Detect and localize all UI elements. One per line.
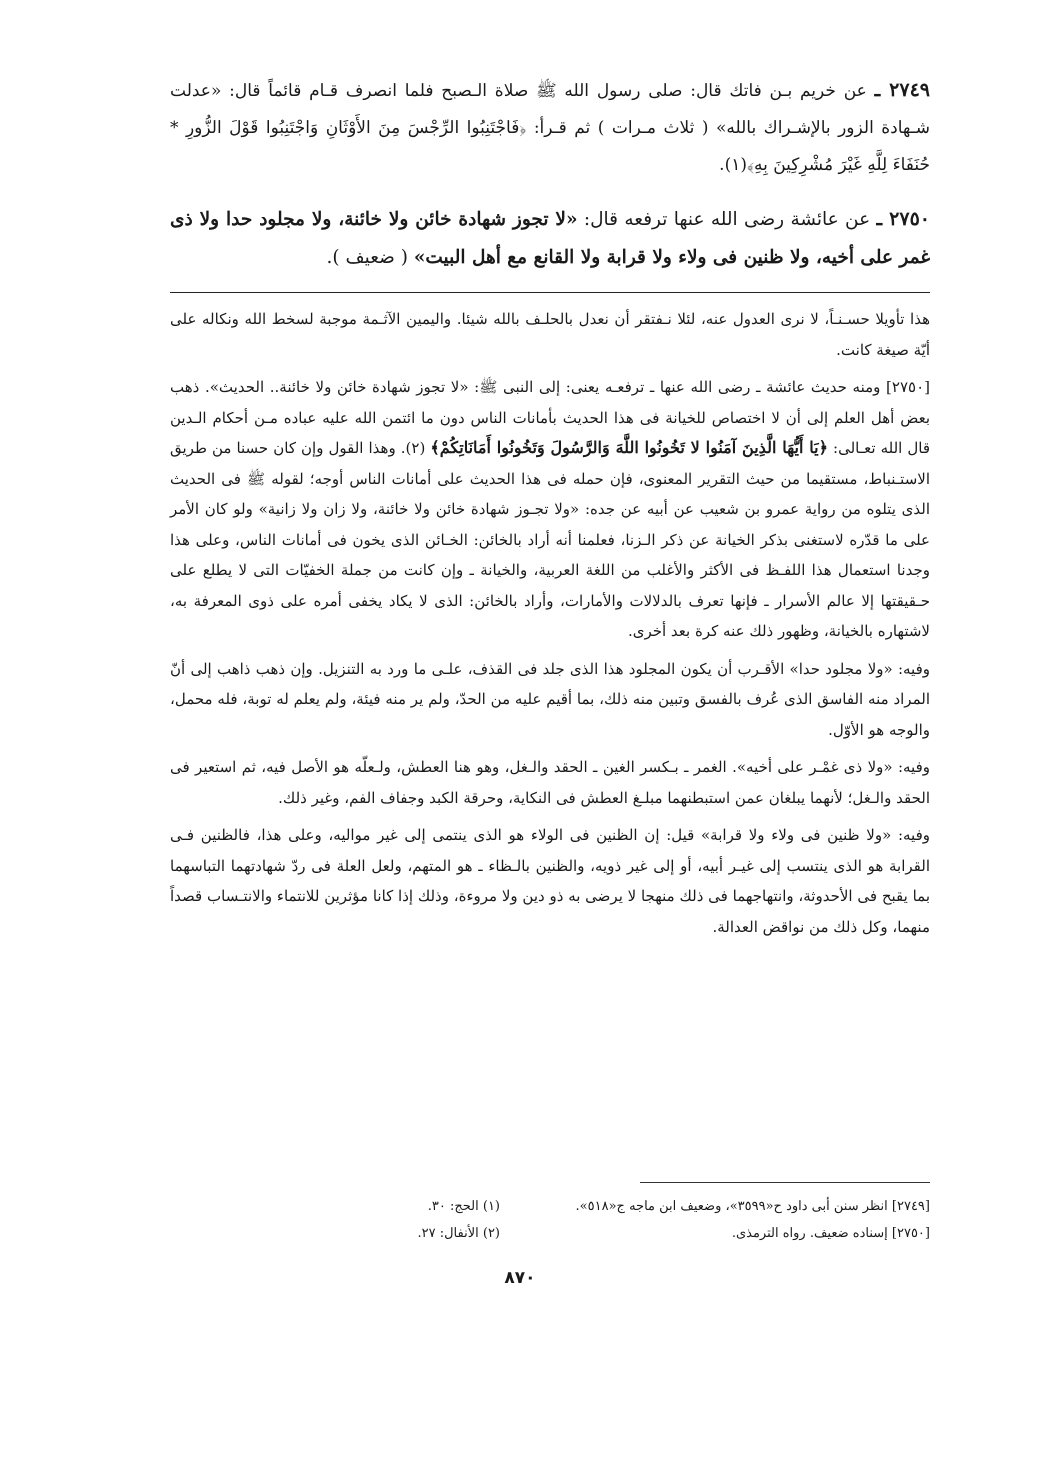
page-number: ٨٧٠ (504, 1268, 536, 1288)
quran-verse-anfal: ﴿يَا أَيُّهَا الَّذِينَ آمَنُوا لا تَخُونُوا اللَّهَ وَالرَّسُولَ وَتَخُونُوا أَمَانَاتِكُمْ﴾ (430, 438, 828, 457)
hadith-2750-text: «لا تجوز شهادة خائن ولا خائنة، ولا مجلود حدا ولا ذى غمر على أخيه، ولا ظنين فى ولاء ولا قرابة ولا القانع مع أهل البيت» (170, 209, 930, 268)
hadith-2750 (170, 200, 930, 277)
hadith-2750-grade: ( ضعيف ). (326, 247, 408, 268)
footnote-2: (٢) الأنفال: ٢٧. (417, 1226, 500, 1241)
footnotes (300, 1193, 930, 1247)
commentary-2750-opening: [٢٧٥٠] ومنه حديث عائشة ـ رضى الله عنها ـ ترفعـه يعنى: إلى النبى ﷺ: «لا تجوز شهادة خائن ولا خائنة.. الحديث». ذهب بعض أهل العلم إلى أن لا اختصاص للخيانة فى هذا الحديث بأمانات الناس دون ما ائتمن الله عليه عباده مـن أحكام الـدين قال الله تعـالى: (170, 378, 931, 457)
commentary-paragraph-4: وفيه: «ولا ذى غمْـر على أخيه». الغمر ـ بـكسر الغين ـ الحقد والـغل، وهو هنا العطش، ولـعلّه هو الأصل فيه، ثم استعير فى الحقد والـغل؛ لأنهما يبلغان عمن استبطنهما مبلـغ العطش فى النكاية، وحرقة الكبد وجفاف الفم، وغير ذلك. (170, 758, 930, 807)
commentary-2750-continuation: (٢). وهذا القول وإن كان حسنا من طريق الاستـنباط، مستقيما من حيث التقرير المعنوى، فإن حمله فى هذا الحديث على أمانات الناس أوجه؛ لقوله ﷺ فى الحديث الذى يتلوه من رواية عمرو بن شعيب عن أبيه عن جده: «ولا تجـوز شهادة خائن ولا خائنة، ولا زان ولا زانية» ولو كان الأمر على ما قدّره لاستغنى بذكر الخيانة عن ذكر الـزنا، فعلمنا أنه أراد بالخائن: الخـائن الذى يخون فى أمانات الناس، وعلى هذا وجدنا استعمال هذا اللفـظ فى الأكثر والأغلب من اللغة العربية، والخيانة ـ وإن كانت من جملة الخفيّات التى لا يطلع على حـقيقتها إلا عالم الأسرار ـ فإنها تعرف بالدلالات والأمارات، وأراد بالخائن: الذى لا يكاد يخفى أمره على ذوى المعرفة به، لاشتهاره بالخيانة، وظهور ذلك عنه كرة بعد أخرى. (170, 439, 930, 640)
footnote-2749: [٢٧٤٩] انظر سنن أبى داود ح«٣٥٩٩»، وضعيف ابن ماجه ج«٥١٨». (575, 1199, 930, 1214)
hadith-2749-paragraph (170, 72, 930, 184)
footnote-row (300, 1220, 930, 1247)
footnote-1: (١) الحج: ٣٠. (427, 1199, 500, 1214)
section-divider (170, 292, 930, 293)
commentary-paragraph-1: هذا تأويلا حسـنـاً، لا نرى العدول عنه، لئلا نـفتقر أن نعدل بالحلـف بالله شيئا. واليمين الآثـمة موجبة لسخط الله ونكاله على أيّة صيغة كانت. (170, 310, 930, 359)
hadith-2749-number: ٢٧٤٩ ـ (874, 79, 930, 101)
hadith-2749-text: عن خريم بـن فاتك قال: صلى رسول الله ﷺ صلاة الـصبح فلما انصرف قـام قائماً قال: «عدلت شـهادة الزور بالإشـراك بالله» ( ثلاث مـرات ) ثم قـرأ: ﴿فَاجْتَنِبُوا الرِّجْسَ مِنَ الأَوْثَانِ وَاجْتَنِبُوا قَوْلَ الزُّورِ * حُنَفَاءَ لِلَّهِ غَيْرَ مُشْرِكِينَ بِهِ﴾(١). (170, 81, 930, 175)
commentary-paragraph-3: وفيه: «ولا مجلود حدا» الأقـرب أن يكون المجلود هذا الذى جلد فى القذف، علـى ما ورد به التنزيل. وإن ذهب ذاهب إلى أنّ المراد منه الفاسق الذى عُرف بالفسق وتبين منه ذلك، بما أقيم عليه من الحدّ، ولم ير منه فيئة، ولم يعلم له توبة، فله محمل، والوجه هو الأوّل. (170, 659, 930, 739)
hadith-2749 (170, 72, 930, 184)
commentary-paragraph-2 (170, 372, 930, 647)
hadith-2750-intro: عن عائشة رضى الله عنها ترفعه قال: (583, 209, 871, 230)
footnote-row (300, 1193, 930, 1220)
footnote-2750: [٢٧٥٠] إسناده ضعيف. رواه الترمذى. (731, 1226, 930, 1241)
footnote-divider (640, 1182, 930, 1183)
commentary-section (170, 304, 930, 949)
hadith-2750-number: ٢٧٥٠ ـ (876, 208, 930, 230)
commentary-paragraph-5: وفيه: «ولا ظنين فى ولاء ولا قرابة» قيل: إن الظنين فى الولاء هو الذى ينتمى إلى غير مواليه، وعلى هذا، فالظنين فـى القرابة هو الذى ينتسب إلى غيـر أبيه، أو إلى غير ذويه، والظنين بالـظاء ـ هو المتهم، ولعل العلة فى ردّ شهادتهما التباسهما بما يقبح فى الأحدوثة، وانتهاجهما فى ذلك منهجا لا يرضى به ذو دين ولا مروءة، وذلك إذا كانا مؤثرين للانتماء والانتـساب قصداً منهما، وكل ذلك من نواقض العدالة. (170, 826, 930, 936)
hadith-2750-paragraph (170, 200, 930, 277)
